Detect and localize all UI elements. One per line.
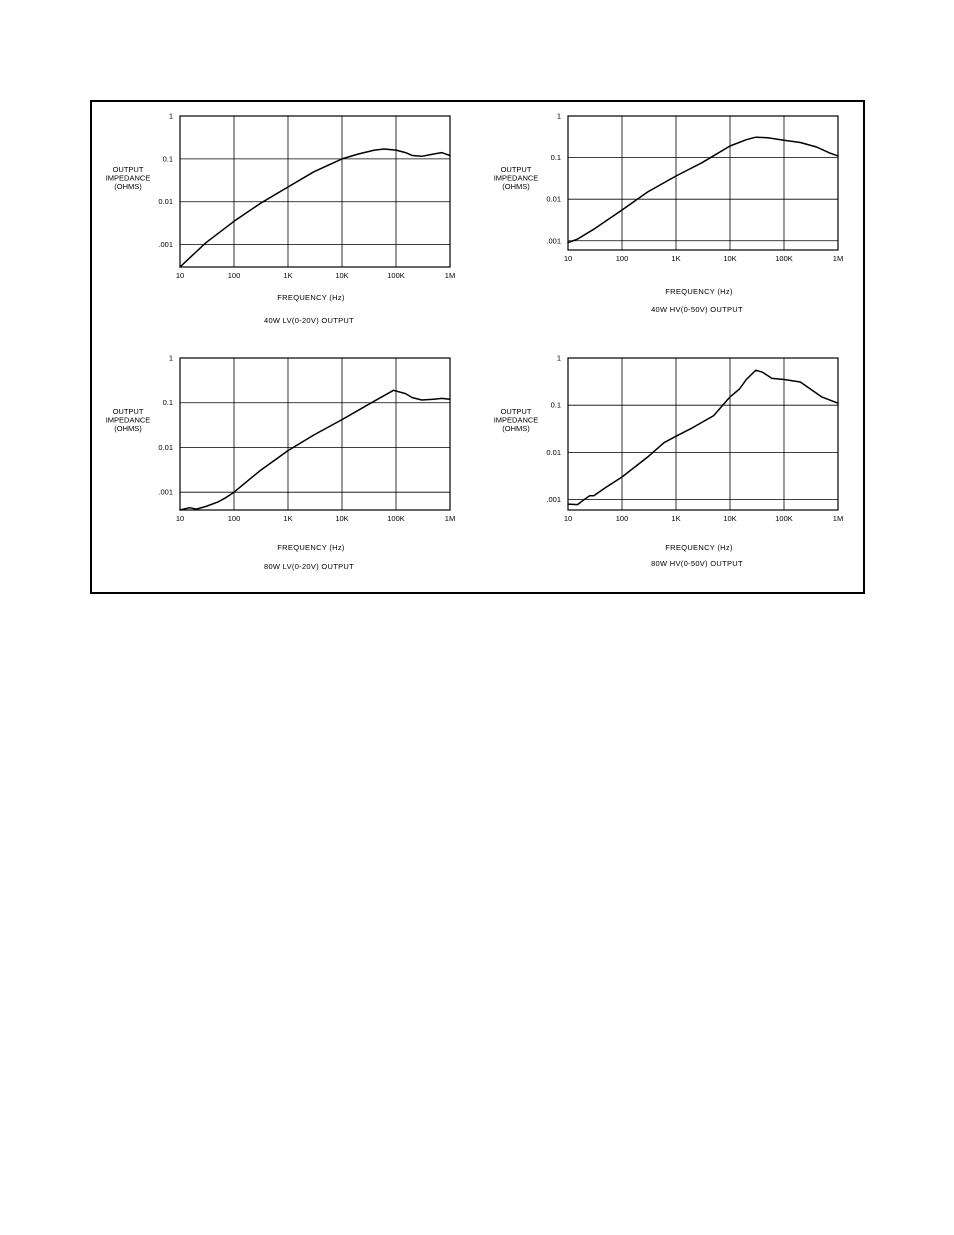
y-axis-label: IMPEDANCE — [493, 415, 539, 425]
x-tick-label: 1M — [832, 254, 844, 263]
x-tick-label: 100 — [615, 514, 629, 523]
x-tick-label: 10 — [563, 514, 573, 523]
x-tick-label: 100K — [775, 254, 793, 263]
y-axis-label: OUTPUT — [112, 165, 144, 174]
y-tick-label: 1 — [168, 353, 173, 363]
x-tick-label: 10K — [723, 254, 737, 263]
chart-panel-4 — [494, 354, 844, 569]
y-tick-label: .001 — [158, 487, 173, 497]
y-tick-label: 1 — [556, 111, 561, 121]
y-axis-label: IMPEDANCE — [105, 415, 151, 425]
impedance-curve-1 — [180, 149, 450, 267]
chart-title: 80W HV(0-50V) OUTPUT — [651, 559, 743, 568]
x-tick-label: 10K — [723, 514, 737, 523]
y-axis-label: (OHMS) — [114, 424, 142, 433]
x-tick-label: 10 — [175, 514, 185, 523]
y-tick-label: 0.1 — [550, 153, 561, 163]
y-axis-label: OUTPUT — [500, 407, 532, 416]
plot-area — [568, 358, 838, 510]
x-axis-label: FREQUENCY (Hz) — [665, 543, 733, 552]
chart-panel-2 — [494, 112, 844, 315]
x-axis-label: FREQUENCY (Hz) — [277, 543, 345, 552]
y-axis-label: IMPEDANCE — [493, 173, 539, 183]
y-tick-label: 0.01 — [546, 447, 561, 457]
y-tick-label: 0.01 — [546, 194, 561, 204]
x-tick-label: 10 — [175, 271, 185, 280]
chart-panel-1 — [106, 112, 456, 326]
y-tick-label: .001 — [546, 495, 561, 505]
y-axis-label: (OHMS) — [502, 424, 530, 433]
y-tick-label: 1 — [556, 353, 561, 363]
y-axis-label: (OHMS) — [114, 182, 142, 191]
x-tick-label: 1K — [283, 514, 293, 523]
chart-panel-3 — [106, 354, 456, 572]
y-tick-label: 0.1 — [162, 398, 173, 408]
impedance-curve-1 — [568, 370, 838, 504]
x-tick-label: 100 — [227, 271, 241, 280]
x-tick-label: 1K — [671, 254, 681, 263]
x-tick-label: 1K — [671, 514, 681, 523]
y-tick-label: .001 — [158, 240, 173, 250]
x-tick-label: 1M — [832, 514, 844, 523]
y-tick-label: 0.01 — [158, 442, 173, 452]
x-tick-label: 1M — [444, 271, 456, 280]
y-axis-label: (OHMS) — [502, 182, 530, 191]
chart-title: 80W LV(0-20V) OUTPUT — [263, 562, 355, 571]
x-tick-label: 100K — [387, 514, 405, 523]
y-tick-label: .001 — [546, 236, 561, 246]
x-tick-label: 10K — [335, 514, 349, 523]
x-tick-label: 1K — [283, 271, 293, 280]
y-tick-label: 0.01 — [158, 197, 173, 207]
x-tick-label: 100 — [227, 514, 241, 523]
chart-title: 40W HV(0-50V) OUTPUT — [651, 305, 743, 314]
x-tick-label: 10K — [335, 271, 349, 280]
x-axis-label: FREQUENCY (Hz) — [665, 287, 733, 296]
x-axis-label: FREQUENCY (Hz) — [277, 293, 345, 302]
impedance-curve-1 — [568, 137, 838, 243]
y-tick-label: 1 — [168, 111, 173, 121]
y-axis-label: OUTPUT — [112, 407, 144, 416]
x-tick-label: 1M — [444, 514, 456, 523]
y-axis-label: OUTPUT — [500, 165, 532, 174]
chart-title: 40W LV(0-20V) OUTPUT — [263, 316, 355, 325]
x-tick-label: 100K — [775, 514, 793, 523]
y-tick-label: 0.1 — [162, 154, 173, 164]
y-tick-label: 0.1 — [550, 400, 561, 410]
plot-area — [568, 116, 838, 250]
y-axis-label: IMPEDANCE — [105, 173, 151, 183]
x-tick-label: 10 — [563, 254, 573, 263]
x-tick-label: 100K — [387, 271, 405, 280]
x-tick-label: 100 — [615, 254, 629, 263]
